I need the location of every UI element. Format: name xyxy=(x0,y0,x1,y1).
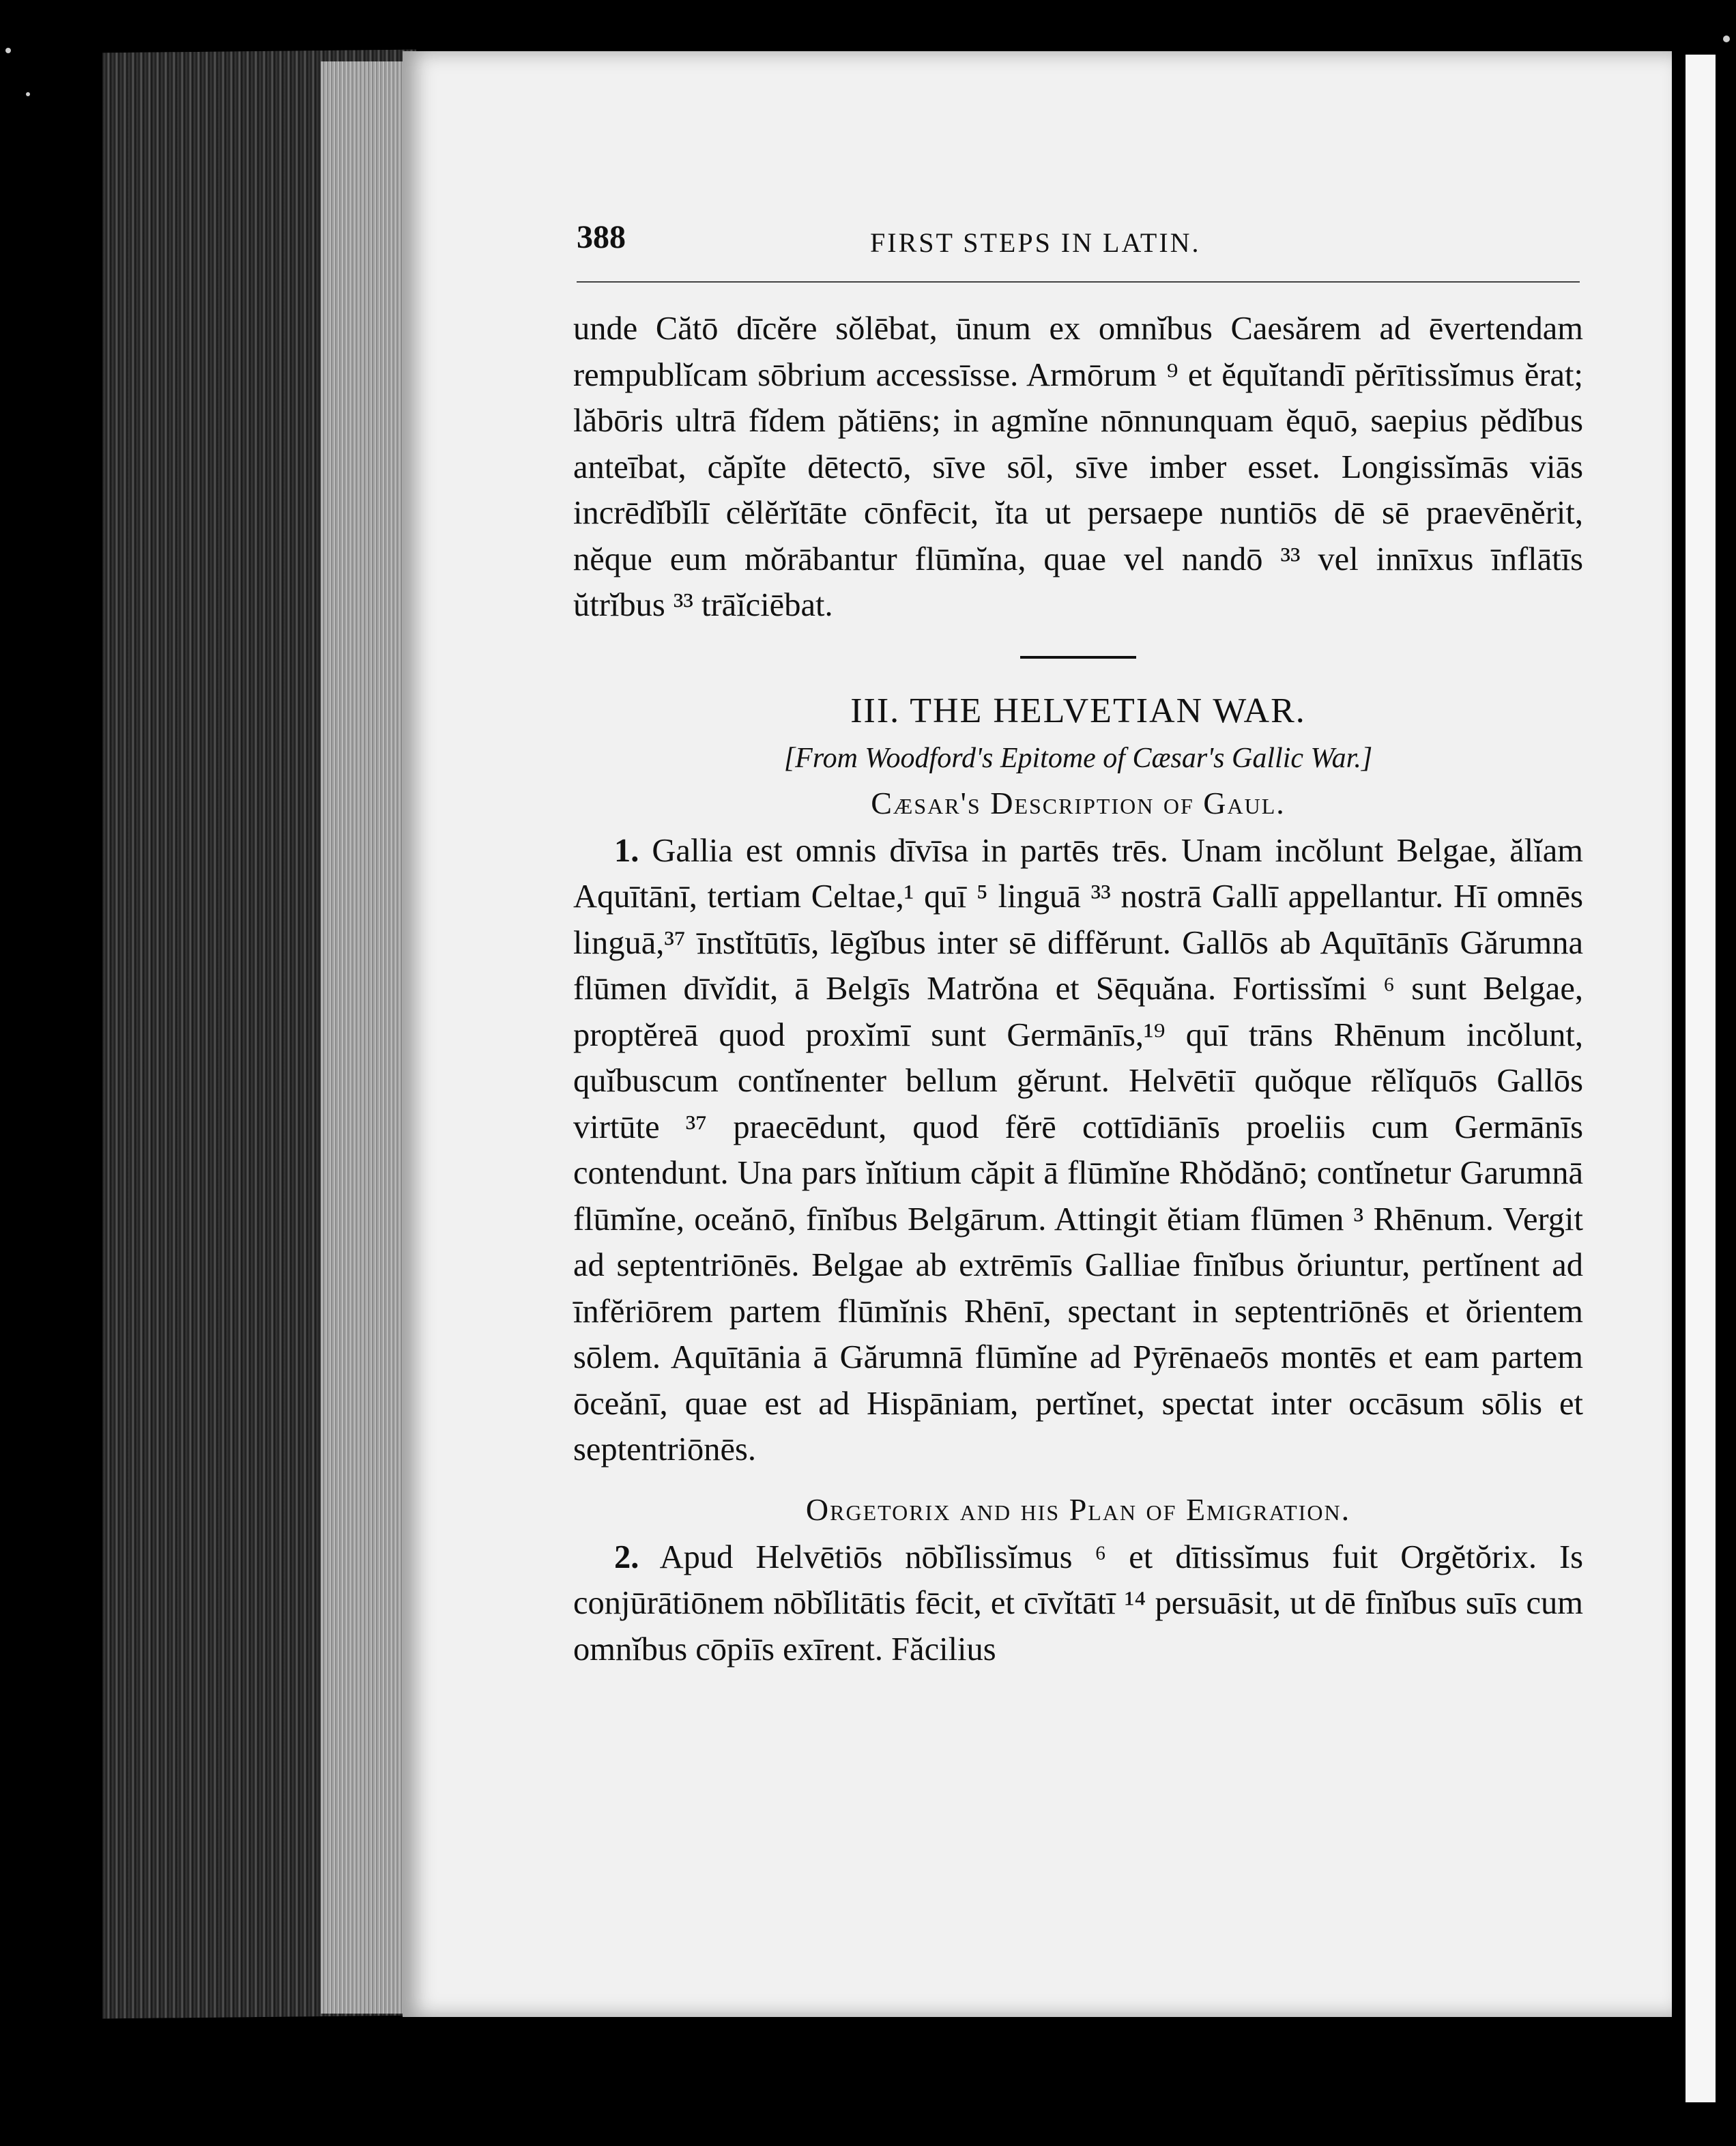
page-edges xyxy=(321,61,416,2014)
facing-page-edge xyxy=(1686,55,1716,2102)
paragraph-2 xyxy=(573,1534,1583,1673)
header-rule xyxy=(577,281,1580,283)
running-head xyxy=(577,218,1600,273)
paragraph-number: 1. xyxy=(614,832,639,869)
scan-speck xyxy=(1723,35,1730,42)
paragraph-text: Gallia est omnis dīvīsa in partēs trēs. Unam incŏlunt Belgae, ălĭam Aquītānī, tertiam Celtae,¹ quī ⁵ linguā ³³ nostrā Gallī appellantur. Hī omnēs linguā,³⁷ īnstĭtūtīs, lēgĭbus inter sē diffĕrunt. Gallōs ab Aquītānīs Gărumna flūmen dīvĭdit, ā Belgīs Matrŏna et Sēquăna. Fortissĭmi ⁶ sunt Belgae, proptĕreā quod proxĭmī sunt Germānīs,¹⁹ quī trāns Rhēnum incŏlunt, quĭbuscum contĭnenter bellum gĕrunt. Helvētiī quŏque rĕlĭquōs Gallōs virtūte ³⁷ praecēdunt, quod fĕrē cottīdiānīs proeliis cum Germānīs contendunt. Una pars ĭnĭtium căpit ā flūmĭne Rhŏdănō; contĭnetur Garumnā flūmĭne, oceănō, fīnĭbus Belgārum. Attingit ĕtiam flūmen ³ Rhēnum. Vergit ad septentriōnēs. Belgae ab extrēmīs Galliae fīnĭbus ŏriuntur, pertĭnent ad īnfĕriōrem partem flūmĭnis Rhēnī, spectant in septentriōnēs et ŏrientem sōlem. Aquītānia ā Gărumnā flūmĭne ad Pȳrēnaeōs montēs et eam partem ōceănī, quae est ad Hispāniam, pertĭnet, spectat inter occāsum sōlis et septentriōnēs. xyxy=(573,832,1583,1468)
section-source: [From Woodford's Epitome of Cæsar's Gallic War.] xyxy=(783,742,1373,774)
section-separator xyxy=(1020,656,1136,659)
page-body xyxy=(573,306,1583,1672)
page-number: 388 xyxy=(577,219,626,255)
paragraph-text: Apud Helvētiōs nōbĭlissĭmus ⁶ et dītissĭmus fuit Orgĕtŏrix. Is conjūrātiōnem nōbĭlitātis fēcit, et cīvĭtātī ¹⁴ persuāsit, ut dē fīnĭbus suīs cum omnĭbus cōpiīs exīrent. Făcilius xyxy=(573,1539,1584,1668)
running-title: FIRST STEPS IN LATIN. xyxy=(870,227,1201,258)
scan-speck xyxy=(5,48,11,53)
subheading-orgetorix: Orgetorix and his Plan of Emigration. xyxy=(805,1491,1351,1527)
paragraph-1 xyxy=(573,828,1583,1473)
paragraph-number: 2. xyxy=(614,1539,639,1575)
scan-speck xyxy=(26,92,30,96)
section-title: III. THE HELVETIAN WAR. xyxy=(850,691,1306,730)
subheading-description-of-gaul: Cæsar's Description of Gaul. xyxy=(871,785,1286,820)
intro-paragraph: unde Cătō dīcĕre sŏlēbat, ūnum ex omnĭbus Caesărem ad ēvertendam rempublĭcam sōbrium accessīsse. Armōrum ⁹ et ĕquĭtandī pĕrītissĭmus ĕrat; lăbōris ultrā fĭdem pătiēns; in agmĭne nōnnunquam ĕquō, saepius pĕdĭbus anteībat, căpĭte dētectō, sīve sōl, sīve imber esset. Longissĭmās viās incrēdĭbĭlī cĕlĕrĭtāte cōnfēcit, ĭta ut persaepe nuntiōs dē sē praevēnĕrit, nĕque eum mŏrābantur flūmĭna, quae vel nandō ³³ vel innīxus īnflātīs ŭtrĭbus ³³ trāĭciēbat. xyxy=(573,311,1583,623)
spacer xyxy=(573,1473,1583,1485)
